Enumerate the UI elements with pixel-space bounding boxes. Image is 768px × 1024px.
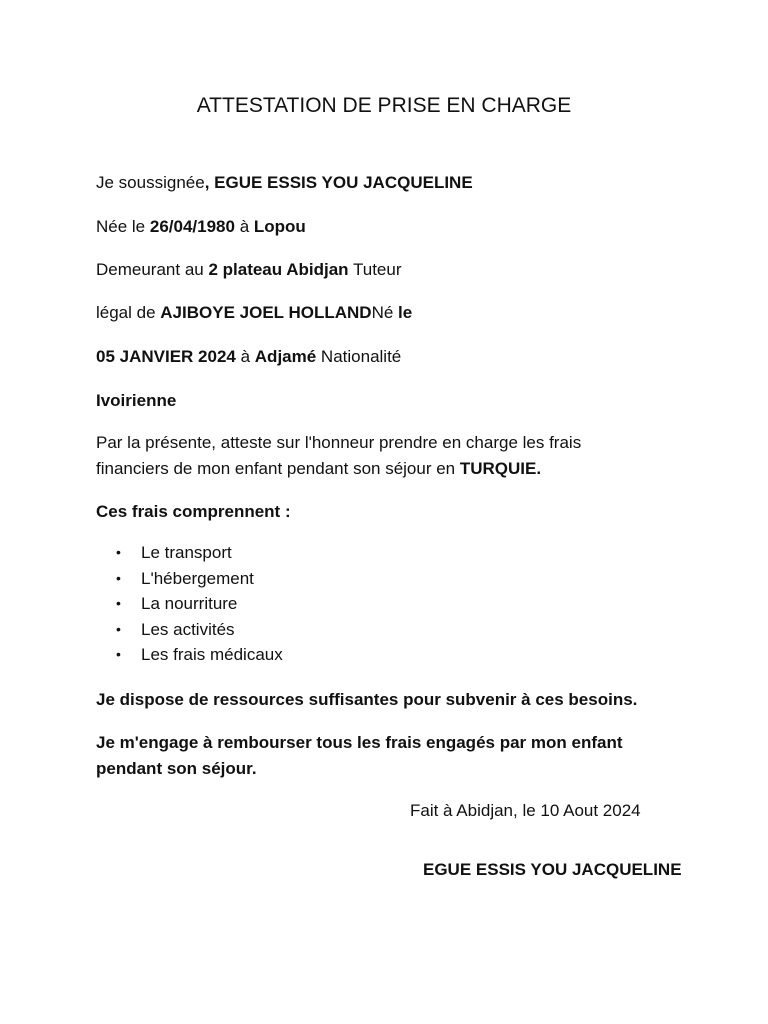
- residence-address: 2 plateau Abidjan: [208, 260, 349, 279]
- child-name: AJIBOYE JOEL HOLLAND: [160, 303, 372, 322]
- child-birth-a: à: [235, 347, 255, 366]
- statement-text: Par la présente, atteste sur l'honneur prendre en charge les frais financiers de mon enfant pendant son séjour en: [96, 433, 582, 478]
- list-item: • La nourriture: [96, 591, 283, 617]
- resources-line: [96, 687, 637, 713]
- fees-heading-text: Ces frais comprennent :: [96, 502, 291, 521]
- declarant-line: [96, 170, 473, 196]
- signature-name: [423, 857, 682, 883]
- birth-place: Lopou: [253, 217, 306, 236]
- birth-a: à: [234, 217, 254, 236]
- child-birth-after: Nationalité: [316, 347, 402, 366]
- child-birth-place: Adjamé: [254, 347, 317, 366]
- document-title: ATTESTATION DE PRISE EN CHARGE: [196, 94, 572, 117]
- signature-text: EGUE ESSIS YOU JACQUELINE: [423, 860, 682, 879]
- child-birth-date: 05 JANVIER 2024: [96, 347, 236, 366]
- declarant-intro: Je soussignée: [96, 173, 205, 192]
- fees-list: [96, 540, 283, 668]
- commitment-text: Je m'engage à rembourser tous les frais engagés par mon enfant pendant son séjour.: [96, 733, 623, 778]
- declarant-name: , EGUE ESSIS YOU JACQUELINE: [204, 173, 473, 192]
- residence-after: Tuteur: [348, 260, 402, 279]
- list-item: • L'hébergement: [96, 566, 283, 592]
- birth-date: 26/04/1980: [149, 217, 235, 236]
- statement-country: TURQUIE.: [459, 459, 542, 478]
- statement-paragraph: [96, 430, 656, 482]
- fees-heading: [96, 499, 291, 525]
- guardian-line: [96, 300, 412, 326]
- list-item: • Les frais médicaux: [96, 642, 283, 668]
- commitment-paragraph: [96, 730, 676, 782]
- resources-text: Je dispose de ressources suffisantes pour subvenir à ces besoins.: [96, 690, 638, 709]
- list-item: • Le transport: [96, 540, 283, 566]
- guardian-ne: Né: [371, 303, 399, 322]
- guardian-le: le: [398, 303, 413, 322]
- nationality-line: [96, 388, 176, 414]
- residence-label: Demeurant au: [96, 260, 209, 279]
- nationality: Ivoirienne: [96, 391, 177, 410]
- guardian-label: légal de: [96, 303, 161, 322]
- child-birth-line: [96, 344, 401, 370]
- list-item: • Les activités: [96, 617, 283, 643]
- place-date: Fait à Abidjan, le 10 Aout 2024: [410, 801, 641, 820]
- birth-line: [96, 214, 306, 240]
- birth-label: Née le: [96, 217, 150, 236]
- residence-line: [96, 257, 402, 283]
